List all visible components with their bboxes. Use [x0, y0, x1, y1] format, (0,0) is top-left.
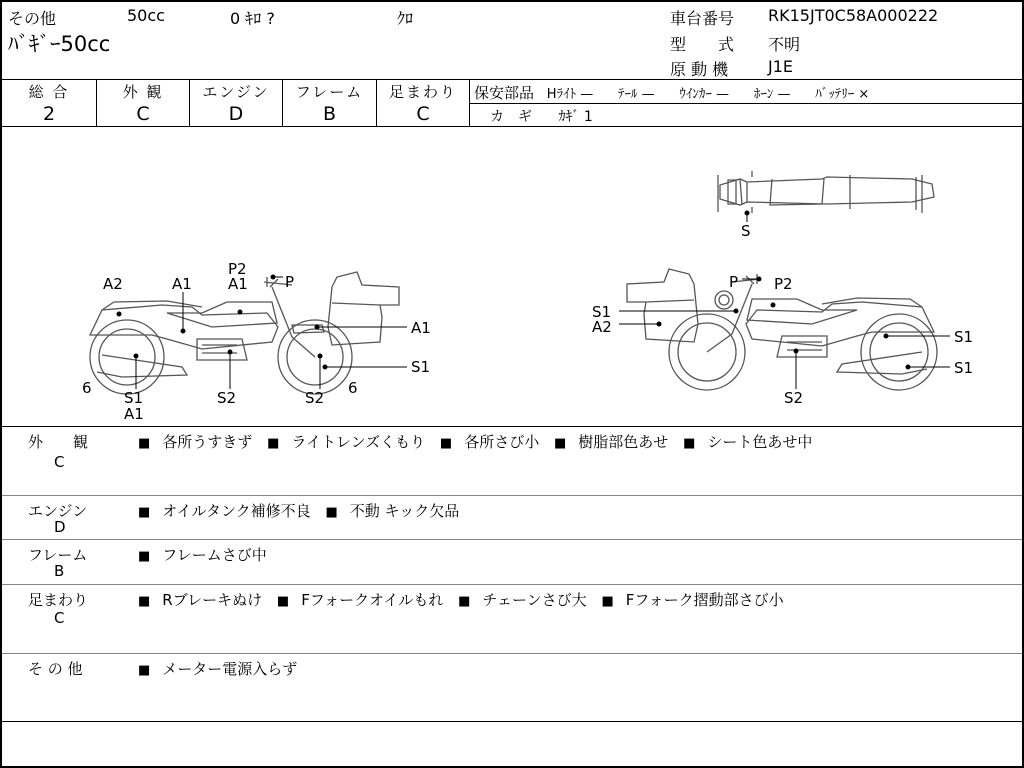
frame-number-label: 車台番号: [670, 9, 735, 28]
displacement-text: 50cc: [127, 6, 165, 25]
marker-label: P: [729, 273, 739, 291]
marker-label: S: [741, 222, 751, 240]
detail-row-suspension: [2, 585, 1022, 654]
engine-label: 原 動 機: [670, 60, 729, 79]
detail-item: ■ チェーンさび大: [458, 589, 587, 610]
detail-row-other: [2, 654, 1022, 722]
marker-label: A1: [228, 275, 248, 293]
score-value: B: [322, 103, 337, 125]
marker-label: P: [285, 273, 295, 291]
score-label: フレーム: [295, 83, 364, 101]
type-value: 不明: [768, 35, 801, 54]
score-frame: [283, 80, 377, 126]
detail-item: ■ メーター電源入らず: [138, 658, 297, 679]
detail-category: フレーム: [28, 546, 88, 564]
score-label: 総 合: [28, 83, 70, 101]
key-line: [490, 106, 593, 126]
detail-item: ■ Fフォークオイルもれ: [277, 589, 443, 610]
detail-items: [138, 500, 469, 521]
safety-winker: ｳｲﾝｶｰ —: [679, 87, 730, 102]
score-label: 外 観: [122, 83, 164, 101]
detail-item: ■ ライトレンズくもり: [267, 431, 425, 452]
score-suspension: [377, 80, 470, 126]
detail-grade: C: [54, 609, 65, 627]
detail-item: ■ 各所うすきず: [138, 431, 252, 452]
category-text: その他: [8, 9, 57, 28]
detail-category: そ の 他: [28, 660, 83, 678]
score-label: エンジン: [202, 83, 270, 101]
mileage-text: 0 ｷﾛ ?: [230, 9, 275, 28]
marker-label: A1: [124, 405, 144, 423]
marker-label: A1: [172, 275, 192, 293]
marker-label: P2: [774, 275, 793, 293]
model-name: ﾊﾞｷﾞｰ50cc: [8, 32, 111, 56]
detail-item: ■ 不動 キック欠品: [325, 500, 459, 521]
marker-label: A2: [103, 275, 123, 293]
detail-item: ■ シート色あせ中: [683, 431, 812, 452]
safety-line: [474, 82, 869, 103]
safety-parts: [470, 80, 1022, 126]
detail-grade: C: [54, 453, 65, 471]
score-value: C: [416, 103, 430, 125]
marker-label: S2: [784, 389, 804, 407]
marker-label: S1: [124, 389, 144, 407]
top-view-bike: [718, 171, 934, 213]
marker-label: 6: [348, 379, 358, 397]
safety-horn: ﾎｰﾝ —: [753, 87, 791, 102]
detail-item: ■ Rブレーキぬけ: [138, 589, 262, 610]
detail-grade: B: [54, 562, 65, 580]
frame-number-value: RK15JT0C58A000222: [768, 6, 939, 25]
damage-diagram: [2, 127, 1022, 427]
marker-label: S1: [954, 359, 974, 377]
detail-row-frame: [2, 540, 1022, 585]
detail-items: [138, 589, 794, 610]
detail-item: ■ 樹脂部色あせ: [554, 431, 668, 452]
score-row: [2, 80, 1022, 127]
detail-item: ■ オイルタンク補修不良: [138, 500, 311, 521]
marker-label: S1: [954, 328, 974, 346]
score-overall: [2, 80, 97, 126]
detail-category: 外 観: [28, 433, 89, 451]
marker-label: A1: [411, 319, 431, 337]
engine-value: J1E: [768, 57, 794, 76]
safety-title: 保安部品: [474, 84, 535, 102]
detail-item: ■ 各所さび小: [440, 431, 539, 452]
motorcycle-diagram-svg: [2, 127, 1022, 425]
score-label: 足まわり: [388, 83, 457, 101]
detail-row-exterior: [2, 427, 1022, 496]
marker-label: S2: [305, 389, 325, 407]
score-value: D: [228, 103, 244, 125]
divider: [470, 103, 1022, 104]
detail-items: [138, 658, 307, 679]
marker-label: 6: [82, 379, 92, 397]
safety-headlight: Hﾗｲﾄ —: [546, 87, 594, 102]
key-value: ｶｷﾞ 1: [558, 109, 593, 125]
marker-label: S1: [411, 358, 431, 376]
color-text: ｸﾛ: [397, 9, 414, 28]
safety-taillight: ﾃｰﾙ —: [618, 87, 655, 102]
detail-category: 足まわり: [28, 591, 89, 609]
detail-items: [138, 431, 822, 452]
key-label: カ ギ: [490, 109, 532, 125]
detail-category: エンジン: [28, 502, 88, 520]
score-engine: [190, 80, 283, 126]
header: [2, 2, 1022, 80]
marker-label: S2: [217, 389, 237, 407]
score-exterior: [97, 80, 190, 126]
type-label: 型 式: [670, 35, 735, 54]
score-value: C: [136, 103, 150, 125]
detail-item: ■ フレームさび中: [138, 544, 267, 565]
marker-label: A2: [592, 318, 612, 336]
detail-row-engine: [2, 496, 1022, 540]
marker-label: P2: [228, 260, 247, 278]
score-value: 2: [42, 103, 56, 125]
detail-items: [138, 544, 277, 565]
marker-label: S1: [592, 303, 612, 321]
safety-battery: ﾊﾞｯﾃﾘｰ ×: [815, 87, 870, 102]
detail-grade: D: [54, 518, 66, 536]
detail-item: ■ Fフォーク摺動部さび小: [601, 589, 783, 610]
